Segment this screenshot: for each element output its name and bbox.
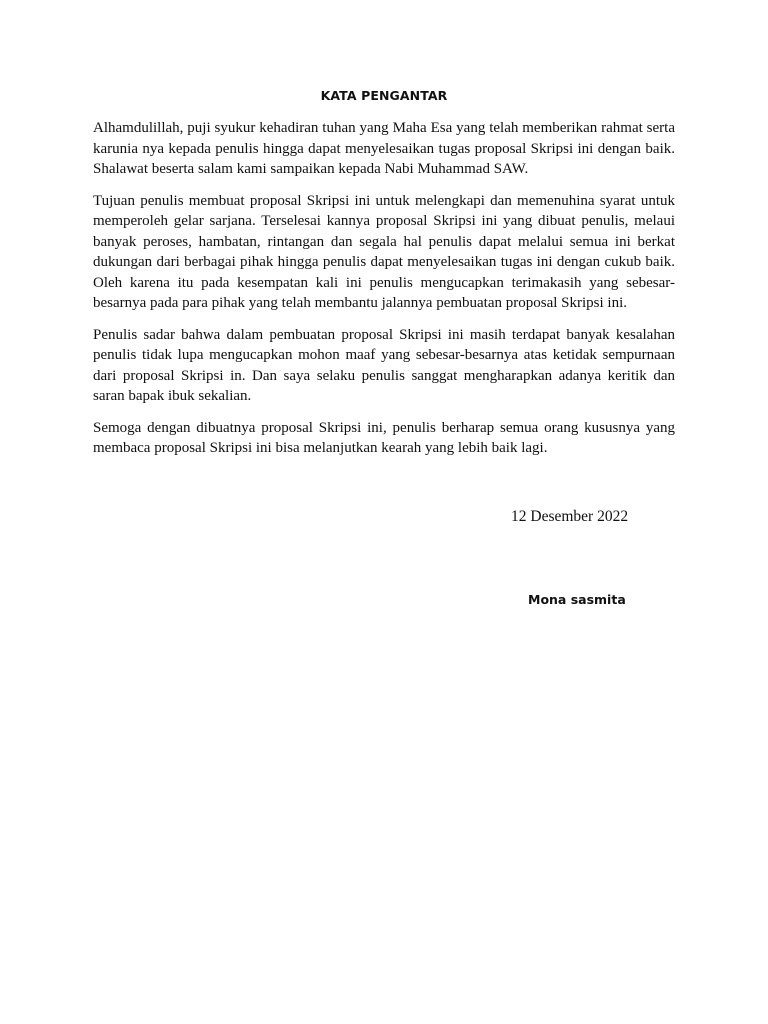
document-date: 12 Desember 2022 [511, 508, 629, 525]
paragraph-purpose: Tujuan penulis membuat proposal Skripsi ini untuk melengkapi dan memenuhina syarat untuk memperoleh gelar sarjana. Terselesai kannya proposal Skripsi ini yang dibuat penulis, melaui banyak peroses, hambatan, rintangan dan segala hal penulis dapat melalui semua ini berkat dukungan dari berbagai pihak hingga penulis dapat menyelesaikan tugas ini dengan cukub baik. Oleh karena itu pada kesempatan kali ini penulis mengucapkan terimakasih yang sebesar- besarnya pada para pihak yang telah membantu jalannya pembuatan proposal Skripsi ini. [93, 192, 675, 311]
paragraph-closing: Semoga dengan dibuatnya proposal Skripsi ini, penulis berharap semua orang kususnya yang membaca proposal Skripsi ini bisa melanjutkan kearah yang lebih baik lagi. [93, 419, 675, 456]
paragraph-opening: Alhamdulillah, puji syukur kehadiran tuhan yang Maha Esa yang telah memberikan rahmat serta karunia nya kepada penulis hingga dapat menyelesaikan tugas proposal Skripsi ini dengan baik. Shalawat beserta salam kami sampaikan kepada Nabi Muhammad SAW. [93, 120, 675, 177]
page-title: KATA PENGANTAR [320, 88, 448, 103]
signer-name: Mona sasmita [528, 592, 626, 607]
document-body [93, 118, 675, 470]
paragraph-apology: Penulis sadar bahwa dalam pembuatan proposal Skripsi ini masih terdapat banyak kesalahan penulis tidak lupa mengucapkan mohon maaf yang sebesar-besarnya atas ketidak sempurnaan dari proposal Skripsi in. Dan saya selaku penulis sanggat mengharapkan adanya keritik dan saran bapak ibuk sekalian. [93, 326, 675, 404]
